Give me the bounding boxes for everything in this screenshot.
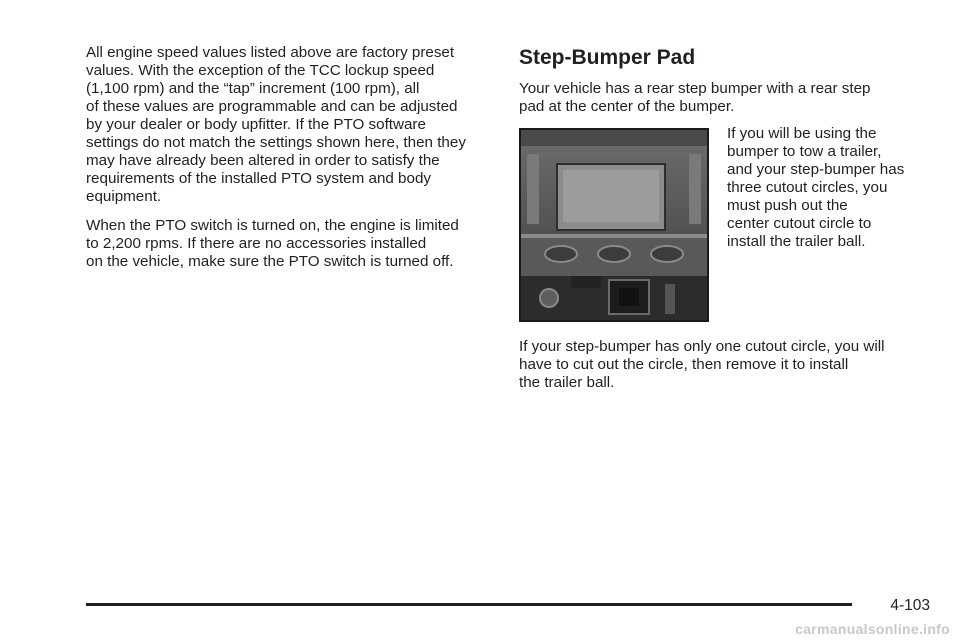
footer-rule bbox=[86, 603, 852, 606]
section-heading: Step-Bumper Pad bbox=[519, 46, 696, 69]
tow-instruction-paragraph: If you will be using the bumper to tow a trailer, and your step-bumper has three cutout circles, you must push out the center cutout circle to install the trailer ball. bbox=[727, 125, 905, 250]
page-number: 4-103 bbox=[890, 597, 930, 614]
figure-side-text bbox=[727, 125, 937, 251]
single-cutout-paragraph: If your step-bumper has only one cutout circle, you will have to cut out the circle, then remove it to install the trailer ball. bbox=[519, 338, 885, 391]
watermark-text: carmanualsonline.info bbox=[795, 621, 950, 637]
left-column bbox=[86, 44, 498, 282]
pto-settings-paragraph: All engine speed values listed above are factory preset values. With the exception of the TCC lockup speed (1,100 rpm) and the “tap” increment (100 rpm), all of these values are programmable and can be adjusted by your dealer or body upfitter. If the PTO software settings do not match the settings shown here, then they may have already been altered in order to satisfy the requirements of the installed PTO system and body equipment. bbox=[86, 44, 466, 205]
step-bumper-illustration bbox=[521, 130, 707, 320]
step-bumper-intro: Your vehicle has a rear step bumper with a rear step pad at the center of the bumper. bbox=[519, 80, 871, 115]
step-bumper-photo bbox=[519, 128, 709, 322]
right-column bbox=[519, 44, 931, 403]
figure-row bbox=[519, 125, 931, 324]
pto-switch-paragraph: When the PTO switch is turned on, the engine is limited to 2,200 rpms. If there are no accessories installed on the vehicle, make sure the PTO switch is turned off. bbox=[86, 217, 459, 270]
